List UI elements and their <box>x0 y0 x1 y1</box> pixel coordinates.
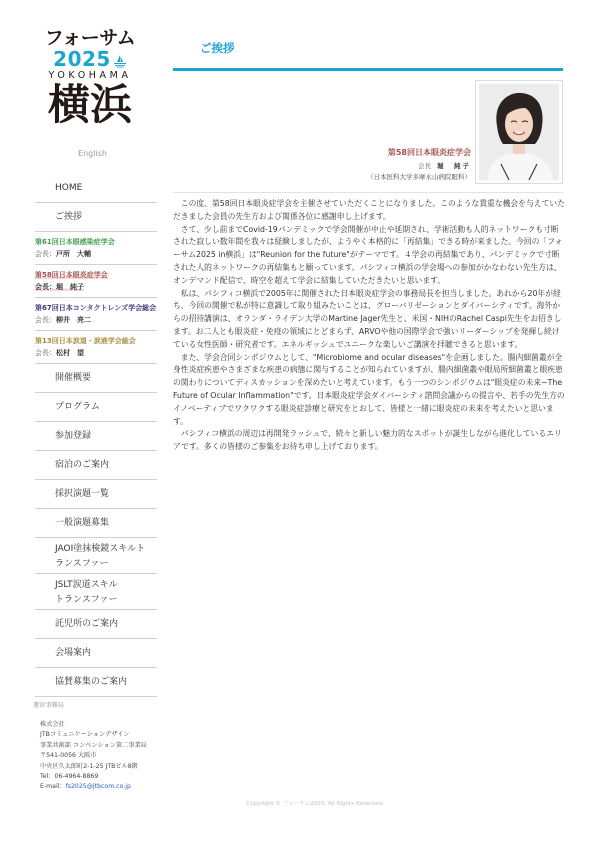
nav-item-jaoi-skill-transfer[interactable]: JAOI塗抹検鏡スキルト ランスファー <box>35 538 157 574</box>
paragraph: さて、少し前までCovid-19パンデミックで学会開催が中止や延期され、学術活動も人的ネットワークも寸断された寂しい数年間を我々は経験しましたが、ようやく本格的に「再結集」できる時が来ました。今回の「フォーサム2025 in横浜」は"Reunion for the future"がテーマです。４学会の再結集であり、パンデミックで寸断された人的ネットワークの再結集もと願っています。パシフィコ横浜の学会場への参加がかなわない先生方は、オンデマンド配信で、時空を超えて学会に結集していただきたいと思います。 <box>173 224 563 285</box>
paragraph: パシフィコ横浜の周辺は再開発ラッシュで、続々と新しい魅力的なスポットが誕生しながら進化しているエリアです。多くの皆様のご参集をお待ち申し上げております。 <box>173 429 562 452</box>
society-president: 会長：堀 純子 <box>35 283 84 291</box>
greeting-message <box>173 198 565 454</box>
secretariat-line: JTBコミュニケーションデザイン <box>40 731 130 739</box>
nav-item-accommodation[interactable]: 宿泊のご案内 <box>35 451 157 480</box>
copyright: Copyright © フォーサム2025. All Rights Reserved. <box>246 801 384 807</box>
logo-line-yokohama: YOKOHAMA <box>48 70 132 81</box>
society-title: 第61回日本眼感染症学会 <box>35 238 115 246</box>
paragraph: 私は、パシフィコ横浜で2005年に開催された日本眼炎症学会の事務局長を担当しました。あれから20年が経ち、今回の開催で私が特に意識して取り組みたいことは、グローバリゼーションとダイバーシティです。海外からの招待講演は、オランダ・ライデン大学のMartine Jager先生と、米国・NIHのRachel Caspi先生をお招きします。お二人とも眼炎症・免疫の領域にとどまらず、ARVOや他の国際学会で強いリーダーシップを発揮し続けている女性医師・研究者です。エネルギッシュでユニークな楽しいご講演を拝聴できると思います。 <box>173 288 562 349</box>
nav-item-childcare[interactable]: 託児所のご案内 <box>35 610 157 639</box>
nav-item-home[interactable]: HOME <box>35 174 157 203</box>
secretariat-line: 中央区久太郎町2-1-25 JTBビル8階 <box>40 762 138 770</box>
society-president: 会長：戸所 大輔 <box>35 250 91 258</box>
nav-item-jslt-skill-transfer[interactable]: JSLT涙道スキル トランスファー <box>35 574 157 610</box>
secretariat-email-row: E-mail：fs2025@jtbcom.co.jp <box>40 783 131 791</box>
paragraph: この度、第58回日本眼炎症学会を主催させていただくことになりました。このような貴重な機会を与えていただきました会員の先生方および関係各位に感謝申し上げます。 <box>173 199 565 221</box>
title-divider <box>173 68 563 71</box>
nav-item-overview[interactable]: 開催概要 <box>35 364 157 393</box>
president-line: 会長 堀 純子 <box>418 162 471 170</box>
president-greeting-header <box>367 147 471 183</box>
paragraph: また、学会合同シンポジウムとして、"Microbiome and ocular diseases"を企画しました。腸内細菌叢が全身性炎症疾患やさまざまな疾患の病態に関与することが知られていますが、腸内細菌叢や眼局所細菌叢と眼疾患の関わりについてディスカッションを深めたいと考えています。もう一つのシンポジウムは"眼炎症の未来~The Future of Ocular Inflammation"です。日本眼炎症学会ダイバーシティ諮問会議からの提言や、若手の先生方のイノベーティブでワクワクする眼炎症診療と研究をとおして、皆様と一緒に眼炎症の未来を考えたいと思います。 <box>173 352 565 426</box>
president-affiliation: （日本医科大学多摩永山病院眼科） <box>367 173 471 181</box>
nav-society-13-lacrimal[interactable] <box>35 331 157 364</box>
logo-line-kanji: 横浜 <box>47 80 132 129</box>
logo-line-forsam: フォーサム <box>44 27 136 49</box>
nav-item-greeting[interactable]: ご挨拶 <box>35 203 157 232</box>
english-link[interactable]: English <box>78 149 107 158</box>
page-title: ご挨拶 <box>200 41 235 55</box>
nav-item-call-for-abstracts[interactable]: 一般演題募集 <box>35 509 157 538</box>
nav-item-venue[interactable]: 会場案内 <box>35 639 157 668</box>
secretariat-line: 事業共創部 コンベンション第二事業局 <box>40 741 147 749</box>
secretariat-line: 株式会社 <box>40 721 65 728</box>
president-photo <box>475 80 563 184</box>
nav-item-registration[interactable]: 参加登録 <box>35 422 157 451</box>
secretariat-tel: Tel：06-4964-8869 <box>40 773 99 781</box>
nav-item-accepted-abstracts[interactable]: 採択演題一覧 <box>35 480 157 509</box>
nav-item-sponsorship[interactable]: 協賛募集のご案内 <box>35 668 157 697</box>
logo-line-year <box>40 49 140 69</box>
site-logo[interactable] <box>40 28 140 128</box>
nav-society-61-infection[interactable] <box>35 232 157 265</box>
main-nav <box>35 174 157 697</box>
society-title: 第67回日本コンタクトレンズ学会総会 <box>35 304 157 312</box>
portrait-image <box>479 84 559 180</box>
society-title: 第13回日本涙道・涙液学会総会 <box>35 337 136 345</box>
nav-society-58-inflammation[interactable] <box>35 265 157 298</box>
society-title: 第58回日本眼炎症学会 <box>35 271 108 279</box>
secretariat-line: 〒541-0056 大阪市 <box>40 752 97 760</box>
sailboat-icon <box>113 54 127 68</box>
nav-society-67-contact-lens[interactable] <box>35 298 157 331</box>
secretariat-heading: 運営事務局 <box>33 702 64 709</box>
secretariat-info <box>33 700 168 793</box>
society-president: 会長：柳井 亮二 <box>35 316 91 324</box>
email-link[interactable]: fs2025@jtbcom.co.jp <box>65 783 131 791</box>
nav-item-program[interactable]: プログラム <box>35 393 157 422</box>
society-name: 第58回日本眼炎症学会 <box>387 148 471 157</box>
sidebar <box>0 0 170 849</box>
portrait-illustration <box>479 84 559 180</box>
content-divider <box>173 192 563 193</box>
logo-year: 2025 <box>53 47 111 71</box>
society-president: 会長：松村 望 <box>35 349 84 357</box>
